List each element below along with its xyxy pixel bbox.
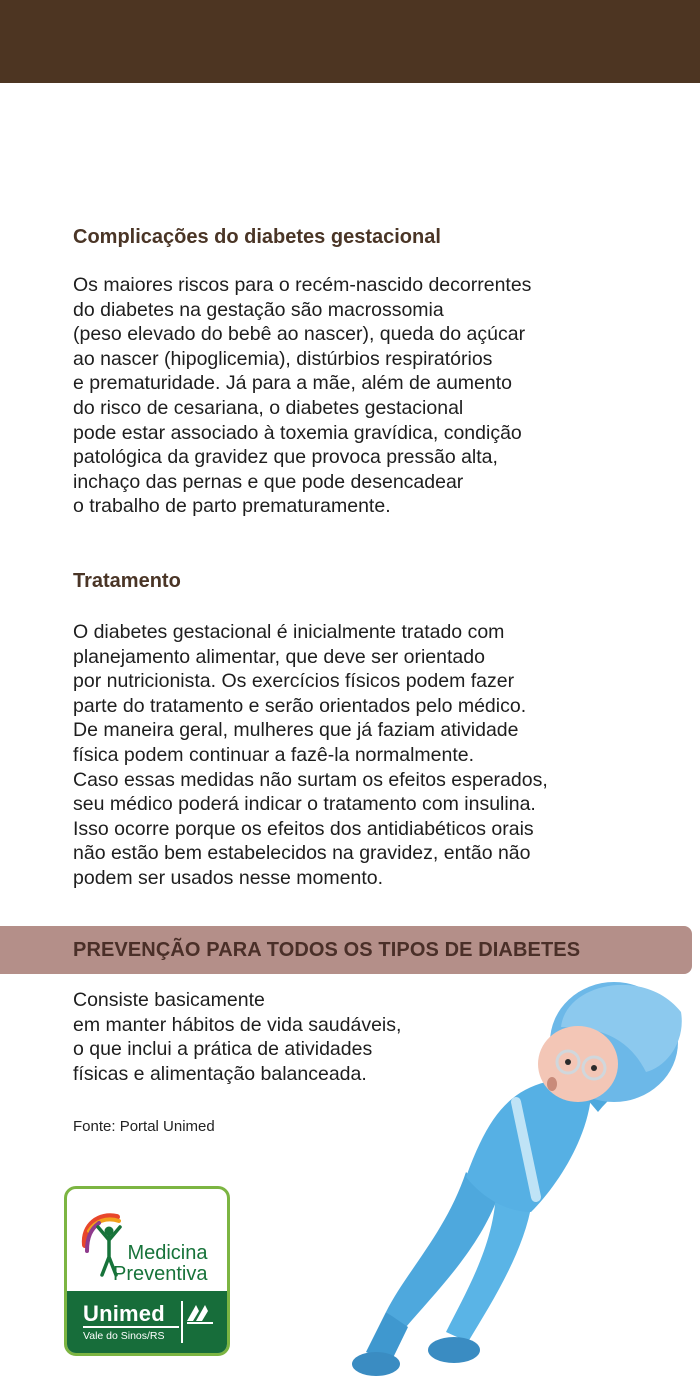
unimed-brand: Unimed bbox=[83, 1301, 165, 1326]
medicina-preventiva-badge bbox=[64, 1186, 230, 1356]
treatment-paragraph: O diabetes gestacional é inicialmente tratado com planejamento alimentar, que deve ser orientado por nutricionista. Os exercícios físicos podem fazer parte do tratamento e serão orientados pelo médico. De maneira geral, mulheres que já faziam atividade física podem continuar a fazê-la normalmente. Caso essas medidas não surtam os efeitos esperados, seu médico poderá indicar o tratamento com insulina. Isso ocorre porque os efeitos dos antidiabéticos orais não estão bem estabelecidos na gravidez, então não podem ser usados nesse momento. bbox=[73, 621, 548, 889]
unimed-region: Vale do Sinos/RS bbox=[83, 1330, 165, 1342]
divider bbox=[181, 1301, 183, 1343]
prevention-banner bbox=[0, 926, 692, 974]
unimed-trees-icon bbox=[185, 1301, 215, 1325]
badge-line1: Medicina bbox=[127, 1242, 208, 1264]
divider bbox=[83, 1326, 179, 1328]
treatment-heading: Tratamento bbox=[73, 570, 181, 592]
badge-line2: Preventiva bbox=[113, 1263, 208, 1285]
badge-title bbox=[113, 1243, 208, 1285]
complications-heading: Complicações do diabetes gestacional bbox=[73, 226, 441, 248]
prevention-heading: PREVENÇÃO PARA TODOS OS TIPOS DE DIABETES bbox=[73, 939, 581, 961]
exercising-woman-illustration bbox=[346, 972, 700, 1399]
source-note: Fonte: Portal Unimed bbox=[73, 1118, 215, 1135]
top-brown-bar bbox=[0, 0, 700, 83]
prevention-paragraph: Consiste basicamente em manter hábitos de vida saudáveis, o que inclui a prática de atividades físicas e alimentação balanceada. bbox=[73, 989, 402, 1085]
complications-paragraph: Os maiores riscos para o recém-nascido decorrentes do diabetes na gestação são macrossomia (peso elevado do bebê ao nascer), queda do açúcar ao nascer (hipoglicemia), distúrbios respiratórios e prematuridade. Já para a mãe, além de aumento do risco de cesariana, o diabetes gestacional pode estar associado à toxemia gravídica, condição patológica da gravidez que provoca pressão alta, inchaço das pernas e que pode desencadear o trabalho de parto prematuramente. bbox=[73, 274, 532, 518]
unimed-strip bbox=[67, 1291, 227, 1353]
